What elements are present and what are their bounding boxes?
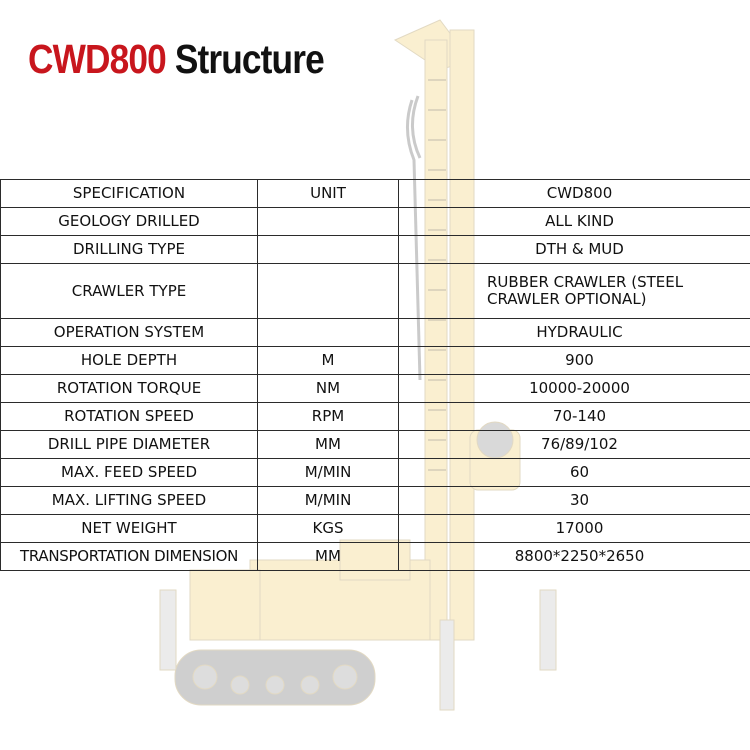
table-row [1, 515, 750, 543]
table-row [1, 375, 750, 403]
value-cell: 10000-20000 [399, 375, 750, 403]
spec-cell: OPERATION SYSTEM [1, 319, 258, 347]
table-row [1, 208, 750, 236]
table-row [1, 264, 750, 319]
unit-cell: KGS [258, 515, 399, 543]
value-cell: DTH & MUD [399, 236, 750, 264]
spec-cell: NET WEIGHT [1, 515, 258, 543]
table-row [1, 487, 750, 515]
value-cell: 30 [399, 487, 750, 515]
value-cell: ALL KIND [399, 208, 750, 236]
table-row [1, 403, 750, 431]
unit-cell [258, 208, 399, 236]
table-row [1, 543, 750, 571]
table-row [1, 180, 750, 208]
title-rest: Structure [174, 36, 324, 82]
table-row [1, 347, 750, 375]
value-cell: 60 [399, 459, 750, 487]
unit-cell: NM [258, 375, 399, 403]
spec-cell: ROTATION SPEED [1, 403, 258, 431]
value-cell: HYDRAULIC [399, 319, 750, 347]
spec-cell: CRAWLER TYPE [1, 264, 258, 319]
value-cell: 70-140 [399, 403, 750, 431]
table-row [1, 236, 750, 264]
value-cell: 17000 [399, 515, 750, 543]
unit-cell: M/MIN [258, 459, 399, 487]
page-title [28, 34, 324, 84]
unit-cell: MM [258, 543, 399, 571]
value-cell: 900 [399, 347, 750, 375]
unit-cell: M/MIN [258, 487, 399, 515]
value-cell: 8800*2250*2650 [399, 543, 750, 571]
unit-cell [258, 319, 399, 347]
specification-table [0, 179, 750, 571]
unit-cell: UNIT [258, 180, 399, 208]
spec-cell: GEOLOGY DRILLED [1, 208, 258, 236]
unit-cell: M [258, 347, 399, 375]
unit-cell: MM [258, 431, 399, 459]
title-model: CWD800 [28, 36, 166, 82]
value-cell: CWD800 [399, 180, 750, 208]
table-row [1, 319, 750, 347]
spec-cell: HOLE DEPTH [1, 347, 258, 375]
spec-cell: SPECIFICATION [1, 180, 258, 208]
spec-cell: TRANSPORTATION DIMENSION [1, 543, 258, 571]
value-cell: RUBBER CRAWLER (STEEL CRAWLER OPTIONAL) [399, 264, 750, 319]
spec-cell: ROTATION TORQUE [1, 375, 258, 403]
table-row [1, 431, 750, 459]
spec-cell: DRILL PIPE DIAMETER [1, 431, 258, 459]
spec-cell: MAX. FEED SPEED [1, 459, 258, 487]
unit-cell [258, 264, 399, 319]
value-cell: 76/89/102 [399, 431, 750, 459]
spec-cell: DRILLING TYPE [1, 236, 258, 264]
unit-cell [258, 236, 399, 264]
spec-cell: MAX. LIFTING SPEED [1, 487, 258, 515]
table-row [1, 459, 750, 487]
unit-cell: RPM [258, 403, 399, 431]
